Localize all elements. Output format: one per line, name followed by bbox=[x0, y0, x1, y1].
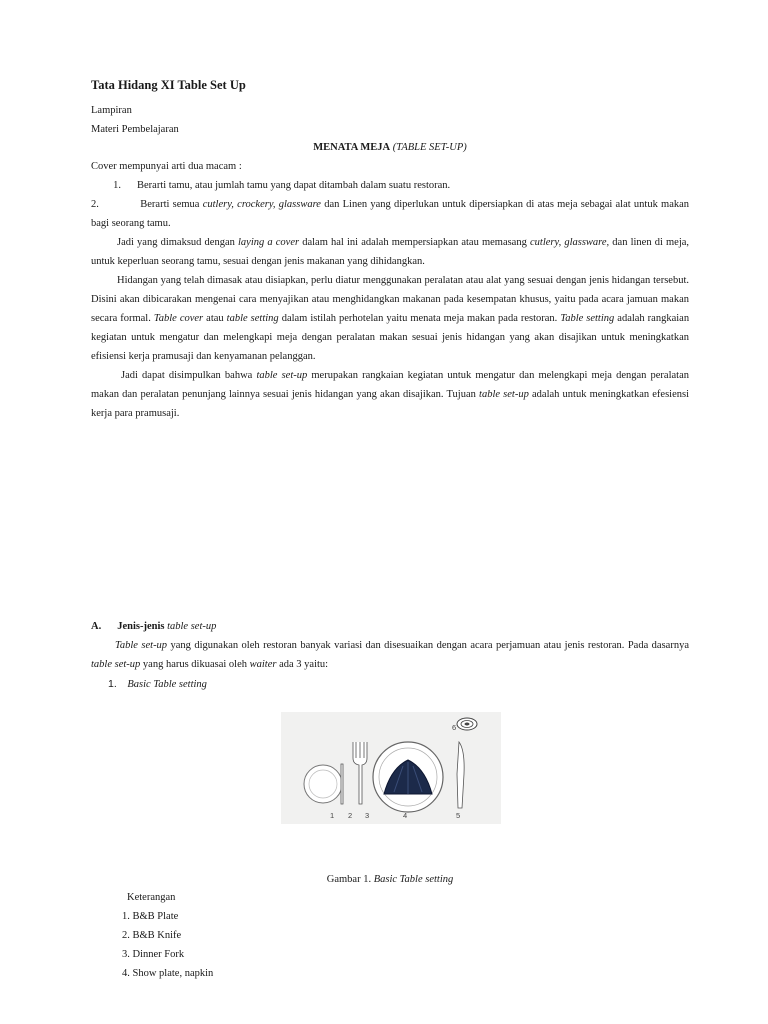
p1-e: dan linen di meja, untuk keperluan seorang tamu, sesuai dengan jenis makanan yang dihidangkan. bbox=[91, 237, 690, 267]
p2-a: Hidangan yang telah dimasak atau disiapkan, perlu diatur menggunakan peralatan atau alat yang sesuai dengan jenis hidangan tersebut. Disini akan dibicarakan mengenai cara menyajikan atau menghidangkan makanan pada kesempatan khusus, yaitu pada acara jamuan makan secara formal. bbox=[91, 275, 689, 324]
p2-c: atau bbox=[206, 313, 224, 324]
list-text-italic: cutlery, crockery, glassware bbox=[202, 199, 321, 210]
section-letter: A. bbox=[91, 621, 102, 632]
p2-b: Table cover bbox=[153, 313, 204, 324]
paragraph-hidangan bbox=[91, 271, 689, 366]
caption-title: Basic Table setting bbox=[373, 874, 454, 885]
table-setting-figure bbox=[281, 712, 501, 824]
p3-b: table set-up bbox=[256, 370, 308, 381]
p4-b: yang digunakan oleh restoran banyak variasi dan disesuaikan dengan acara perjamuan atau jenis restoran. Pada dasarnya bbox=[170, 640, 689, 651]
section-italic: table set-up bbox=[167, 621, 217, 632]
materi-label: Materi Pembelajaran bbox=[91, 124, 179, 135]
legend-item: 3. Dinner Fork bbox=[122, 949, 185, 960]
p3-e: adalah untuk meningkatkan efesiensi kerja para pramusaji. bbox=[91, 389, 689, 419]
legend-item: 4. Show plate, napkin bbox=[122, 968, 214, 979]
p4-a: Table set-up bbox=[115, 640, 168, 651]
p2-e: dalam istilah perhotelan yaitu menata meja makan pada restoran. bbox=[281, 313, 558, 324]
list-number: 1. bbox=[113, 180, 121, 191]
p4-f: ada 3 yaitu: bbox=[279, 659, 329, 670]
heading-bold: MENATA MEJA bbox=[313, 142, 391, 153]
p2-d: table setting bbox=[226, 313, 279, 324]
p1-d: cutlery, glassware, bbox=[530, 237, 610, 248]
list-number: 2. bbox=[91, 199, 99, 210]
p2-f: Table setting bbox=[560, 313, 615, 324]
p3-a: Jadi dapat disimpulkan bahwa bbox=[121, 370, 253, 381]
figure-caption bbox=[91, 870, 689, 889]
figure-label-6: 6 bbox=[452, 723, 457, 732]
p1-a: Jadi yang dimaksud dengan bbox=[117, 237, 235, 248]
sub-number: 1. bbox=[108, 678, 117, 690]
sub-item-1 bbox=[108, 675, 207, 694]
p4-e: waiter bbox=[249, 659, 277, 670]
bb-plate-icon bbox=[304, 765, 342, 803]
figure-label-5: 5 bbox=[456, 811, 461, 820]
cover-intro: Cover mempunyai arti dua macam : bbox=[91, 161, 242, 172]
p4-c: table set-up bbox=[91, 659, 141, 670]
keterangan-label: Keterangan bbox=[127, 892, 176, 903]
bb-knife-icon bbox=[341, 764, 343, 804]
p3-c: merupakan rangkaian kegiatan untuk mengatur dan melengkapi meja dengan peralatan makan dan peralatan penunjang lainnya sesuai jenis hidangan yang akan disajikan. Tujuan bbox=[91, 370, 689, 400]
list-text-a: Berarti semua bbox=[140, 199, 200, 210]
figure-label-1: 1 bbox=[330, 811, 335, 820]
list-text: Berarti tamu, atau jumlah tamu yang dapat ditambah dalam suatu restoran. bbox=[137, 180, 451, 191]
list-item-2 bbox=[91, 195, 689, 233]
dinner-fork-icon bbox=[353, 742, 367, 804]
heading-italic: (TABLE SET-UP) bbox=[392, 142, 467, 153]
p3-d: table set-up bbox=[479, 389, 529, 400]
glass-icon bbox=[457, 718, 477, 730]
sub-text: Basic Table setting bbox=[127, 679, 207, 690]
lampiran-label: Lampiran bbox=[91, 105, 132, 116]
figure-label-2: 2 bbox=[348, 811, 353, 820]
figure-label-3: 3 bbox=[365, 811, 370, 820]
document-title: Tata Hidang XI Table Set Up bbox=[91, 78, 246, 92]
list-text-c: dan Linen yang diperlukan untuk dipersiapkan di atas meja sebagai alat untuk makan bagi seorang tamu. bbox=[91, 199, 690, 229]
p4-d: yang harus dikuasai oleh bbox=[142, 659, 248, 670]
section-heading bbox=[91, 138, 689, 157]
list-item-1 bbox=[91, 176, 450, 195]
section-bold: Jenis-jenis bbox=[117, 621, 165, 632]
paragraph-laying-cover bbox=[91, 233, 689, 271]
section-a-heading bbox=[91, 617, 216, 636]
dinner-knife-icon bbox=[457, 742, 464, 808]
p2-g: adalah rangkaian kegiatan untuk mengatur dan melengkapi meja dengan peralatan makan sesuai jenis hidangan yang akan disajikan untuk meningkatkan efisiensi kerja pramusaji dan kenyamanan pelanggan. bbox=[91, 313, 690, 362]
figure-label-4: 4 bbox=[403, 811, 408, 820]
p1-c: dalam hal ini adalah mempersiapkan atau memasang bbox=[302, 237, 527, 248]
legend-item: 1. B&B Plate bbox=[122, 911, 179, 922]
paragraph-kesimpulan bbox=[91, 366, 689, 423]
p1-b: laying a cover bbox=[238, 237, 300, 248]
table-setting-illustration bbox=[281, 712, 501, 824]
caption-label: Gambar 1. bbox=[326, 874, 372, 885]
paragraph-jenis bbox=[91, 636, 689, 674]
legend-item: 2. B&B Knife bbox=[122, 930, 182, 941]
